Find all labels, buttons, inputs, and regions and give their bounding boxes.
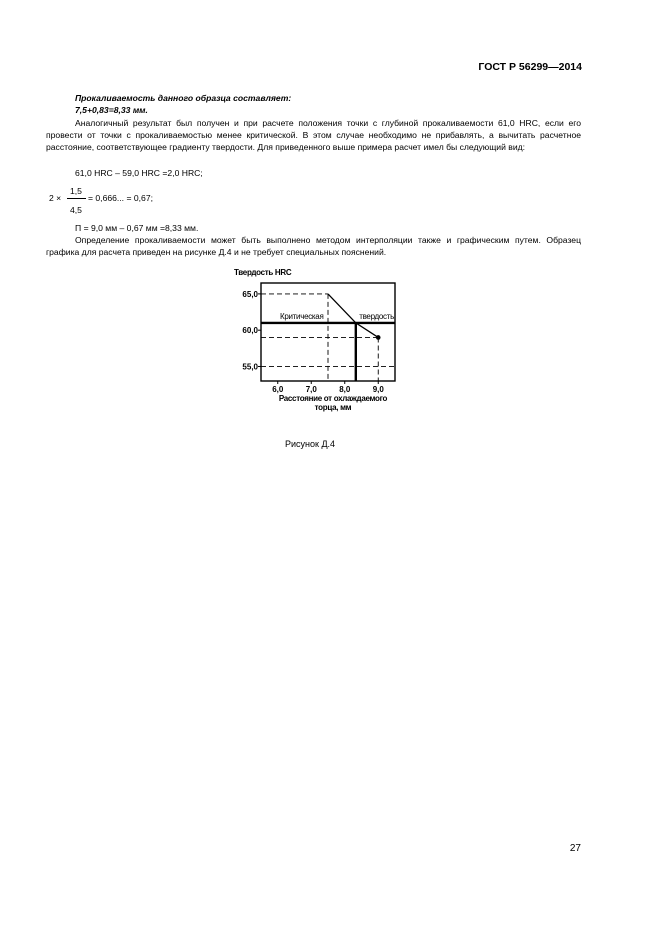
equation-hardness-difference: 61,0 HRC – 59,0 HRC =2,0 HRC; [75, 168, 203, 178]
fraction-bar [67, 198, 86, 199]
fraction-suffix: = 0,666... = 0,67; [88, 193, 153, 203]
x-tick-label: 8,0 [339, 385, 351, 394]
figure-caption: Рисунок Д.4 [285, 439, 336, 449]
y-tick-label: 65,0 [242, 289, 258, 299]
x-tick-label: 9,0 [372, 385, 384, 394]
chart-x-ticks [272, 381, 384, 394]
paragraph-graphical [46, 234, 581, 258]
result-heading: Прокаливаемость данного образца составляет: [75, 93, 292, 103]
chart-y-axis-label: Твердость HRC [234, 268, 292, 277]
critical-label-left: Критическая [280, 311, 324, 321]
fraction-prefix: 2 × [49, 193, 62, 203]
hardness-chart [225, 266, 415, 424]
critical-label-right: твердость [359, 311, 394, 321]
fraction-denominator: 4,5 [70, 205, 82, 215]
chart-x-axis-label-line1: Расстояние от охлаждаемого [278, 394, 388, 403]
fraction-numerator: 1,5 [70, 186, 82, 196]
paragraph-interpolation [46, 117, 581, 154]
curve-end-point [376, 335, 381, 340]
document-number: ГОСТ Р 56299—2014 [478, 61, 582, 73]
chart-y-ticks [242, 290, 261, 372]
chart-x-axis-label-line2: торца, мм [314, 403, 352, 412]
result-value: 7,5+0,83=8,33 мм. [75, 105, 148, 115]
paragraph-text: Аналогичный результат был получен и при расчете положения точки с глубиной прокаливаемости 61,0 HRC, если его провести от точки с прокаливаемостью менее критической. В этом случае необходимо не прибавлять, а вычитать расчетное расстояние, соответствующее градиенту твердости. Для приведенного выше примера расчет имел бы следующий вид: [46, 118, 581, 153]
x-tick-label: 6,0 [272, 385, 284, 394]
chart-guide-lines [261, 294, 395, 381]
y-tick-label: 55,0 [242, 362, 258, 372]
page-number: 27 [569, 843, 581, 854]
paragraph-text: Определение прокаливаемости может быть выполнено методом интерполяции также и графическим путем. Образец графика для расчета приведен на рисунке Д.4 и не требует специальных пояснений. [46, 235, 581, 258]
equation-fraction [49, 185, 249, 217]
equation-result: П = 9,0 мм – 0,67 мм =8,33 мм. [75, 223, 199, 233]
x-tick-label: 7,0 [305, 385, 317, 394]
y-tick-label: 60,0 [242, 326, 258, 336]
